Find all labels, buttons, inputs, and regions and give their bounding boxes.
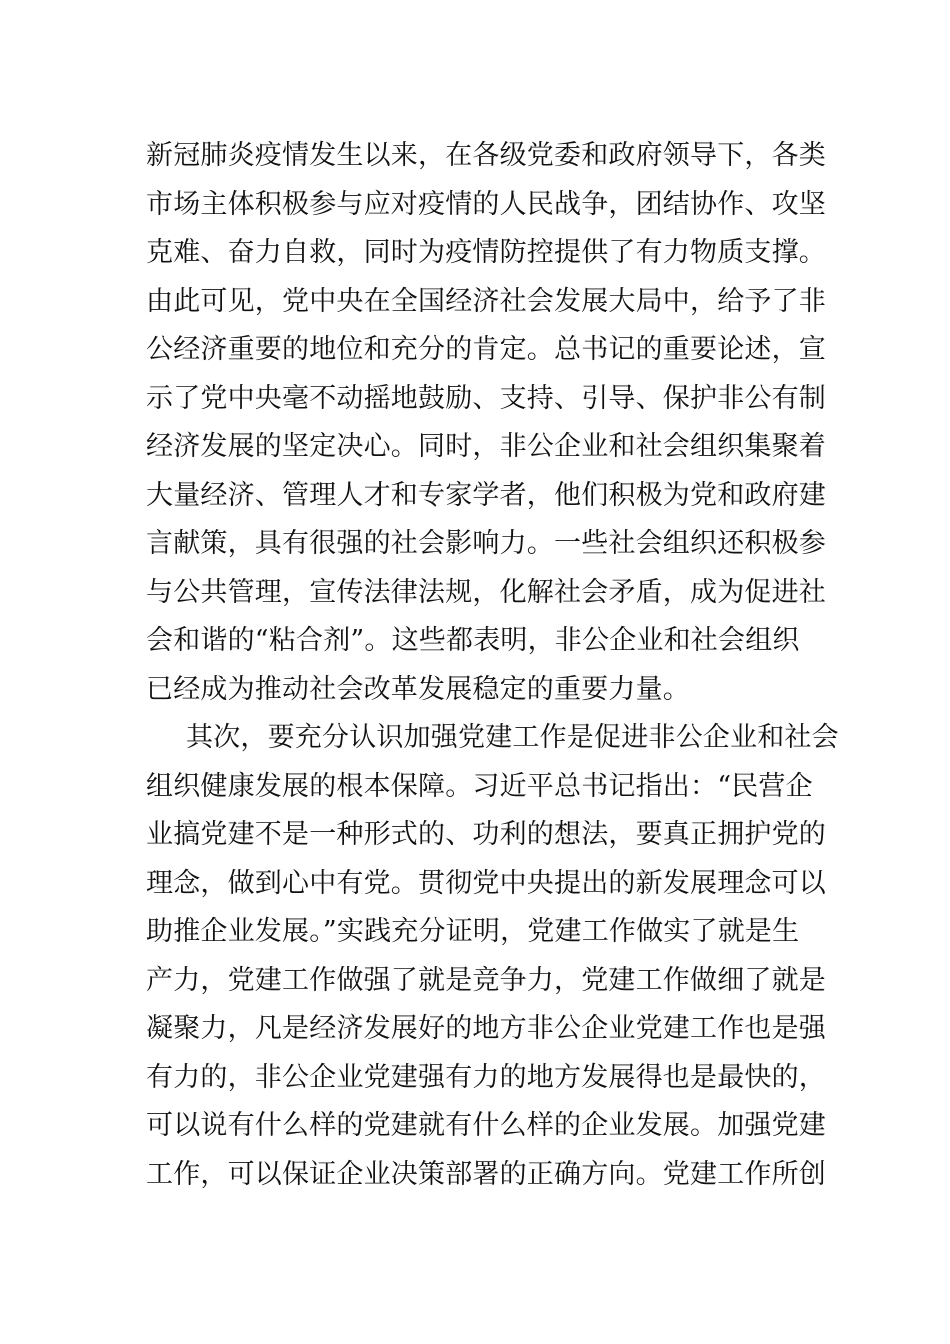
text-line: 有力的，非公企业党建强有力的地方发展得也是最快的，: [146, 1061, 826, 1093]
text-line: 克难、奋力自救，同时为疫情防控提供了有力物质支撑。: [146, 237, 826, 268]
text-line: 产力，党建工作做强了就是竞争力，党建工作做细了就是: [146, 964, 826, 996]
text-line: 助推企业发展。”实践充分证明，党建工作做实了就是生: [146, 916, 800, 947]
text-line: 理念，做到心中有党。贯彻党中央提出的新发展理念可以: [146, 867, 826, 899]
text-line: 会和谐的“粘合剂”。这些都表明，非公企业和社会组织: [146, 625, 800, 656]
text-line: 大量经济、管理人才和专家学者，他们积极为党和政府建: [146, 479, 826, 511]
text-line: 其次，要充分认识加强党建工作是促进非公企业和社会: [186, 722, 839, 753]
text-line: 新冠肺炎疫情发生以来，在各级党委和政府领导下，各类: [146, 140, 826, 171]
paragraph-1: [146, 132, 826, 714]
paragraph-2: [146, 714, 839, 1199]
text-line: 业搞党建不是一种形式的、功利的想法，要真正拥护党的: [146, 819, 826, 850]
text-line: 与公共管理，宣传法律法规，化解社会矛盾，成为促进社: [146, 576, 826, 608]
text-line: 公经济重要的地位和充分的肯定。总书记的重要论述，宣: [146, 334, 826, 365]
text-line: 工作，可以保证企业决策部署的正确方向。党建工作所创: [146, 1158, 826, 1190]
text-line: 市场主体积极参与应对疫情的人民战争，团结协作、攻坚: [146, 188, 826, 220]
text-line: 由此可见，党中央在全国经济社会发展大局中，给予了非: [146, 285, 826, 317]
text-line: 组织健康发展的根本保障。习近平总书记指出：“民营企: [146, 770, 813, 802]
text-line: 已经成为推动社会改革发展稳定的重要力量。: [146, 673, 690, 705]
body-text: [146, 132, 839, 1199]
text-line: 经济发展的坚定决心。同时，非公企业和社会组织集聚着: [146, 431, 826, 462]
text-line: 可以说有什么样的党建就有什么样的企业发展。加强党建: [146, 1110, 826, 1141]
text-line: 言献策，具有很强的社会影响力。一些社会组织还积极参: [146, 528, 826, 559]
text-line: 示了党中央毫不动摇地鼓励、支持、引导、保护非公有制: [146, 382, 826, 414]
text-line: 凝聚力，凡是经济发展好的地方非公企业党建工作也是强: [146, 1013, 826, 1044]
